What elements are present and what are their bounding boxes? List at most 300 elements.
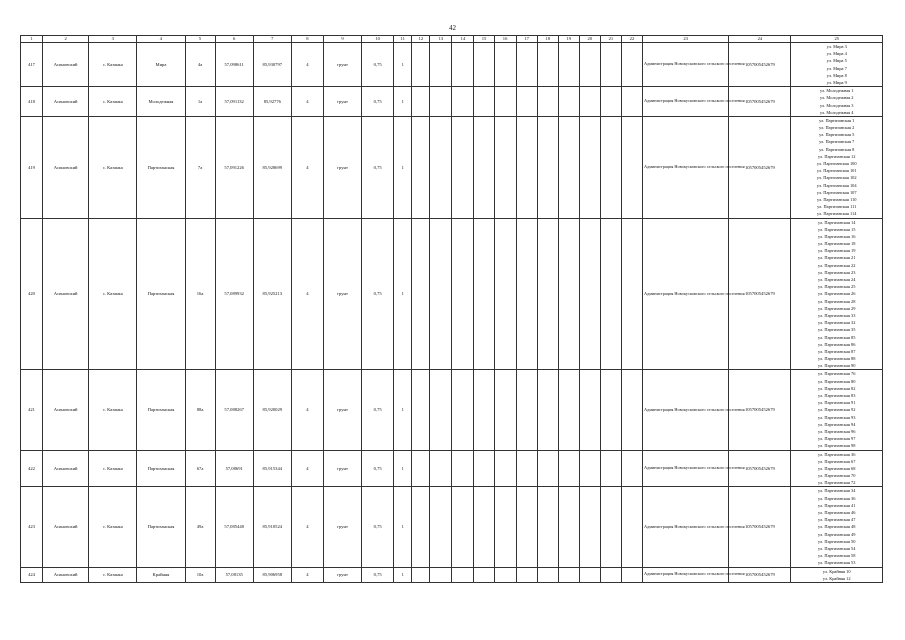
empty-cell [516, 370, 537, 450]
column-header: 24 [729, 36, 791, 43]
ogrn-cell: 1057005452679 [729, 87, 791, 117]
column-8-cell: 4 [291, 218, 323, 370]
organization-cell: Администрация Новокусковского сельского поселения [642, 218, 728, 370]
settlement-cell: с. Казанка [89, 487, 137, 567]
empty-cell [537, 450, 558, 487]
column-header: 21 [600, 36, 621, 43]
settlement-cell: с. Казанка [89, 218, 137, 370]
empty-cell [494, 218, 516, 370]
empty-cell [474, 487, 494, 567]
address-line: ул. Партизанская 15 [818, 226, 856, 232]
house-cell: 16а [185, 218, 215, 370]
address-line: ул. Партизанская 19 [818, 248, 856, 254]
address-line: ул. Партизанская 80 [818, 378, 856, 384]
column-header: 10 [362, 36, 394, 43]
area-cell: 0,75 [362, 567, 394, 582]
empty-cell [474, 567, 494, 582]
latitude-cell: 57,091226 [215, 116, 253, 218]
empty-cell [494, 43, 516, 87]
table-row [21, 487, 883, 567]
empty-cell [621, 487, 642, 567]
address-line: ул. Партизанская 97 [818, 436, 856, 442]
empty-cell [558, 87, 579, 117]
served-addresses-cell [791, 218, 883, 370]
column-number-row [21, 36, 883, 43]
empty-cell [452, 116, 474, 218]
address-line: ул. Партизанская 90 [818, 363, 856, 369]
empty-cell [516, 487, 537, 567]
empty-cell [600, 43, 621, 87]
address-line: ул. Мира 9 [826, 79, 847, 85]
column-8-cell: 4 [291, 567, 323, 582]
empty-cell [579, 370, 600, 450]
street-cell: Крайняя [137, 567, 185, 582]
district-cell: Асиновский [43, 450, 89, 487]
empty-cell [516, 87, 537, 117]
empty-cell [537, 43, 558, 87]
empty-cell [558, 116, 579, 218]
address-line: ул. Партизанская 87 [818, 348, 856, 354]
address-line: ул. Партизанская 33 [818, 312, 856, 318]
empty-cell [494, 87, 516, 117]
house-cell: 4а [185, 43, 215, 87]
empty-cell [621, 218, 642, 370]
street-cell: Партизанская [137, 116, 185, 218]
column-header: 3 [89, 36, 137, 43]
address-line: ул. Партизанская 25 [818, 284, 856, 290]
address-line: ул. Партизанская 76 [818, 371, 856, 377]
empty-cell [600, 218, 621, 370]
column-header: 19 [558, 36, 579, 43]
ogrn-cell: 1057005452679 [729, 218, 791, 370]
empty-cell [600, 450, 621, 487]
address-line: ул. Партизанская 29 [818, 305, 856, 311]
address-line: ул. Партизанская 94 [818, 421, 856, 427]
empty-cell [430, 567, 452, 582]
address-line: ул. Партизанская 100 [816, 161, 857, 166]
surface-cell: грунт [323, 87, 361, 117]
address-line: ул. Партизанская 50 [818, 538, 856, 544]
row-number: 423 [21, 487, 43, 567]
ogrn-cell: 1057005452679 [729, 450, 791, 487]
table-row [21, 116, 883, 218]
column-header: 5 [185, 36, 215, 43]
address-line: ул. Партизанская 5 [819, 132, 855, 138]
registry-table [20, 35, 883, 583]
street-cell: Партизанская [137, 487, 185, 567]
address-line: ул. Партизанская 48 [818, 524, 856, 530]
address-line: ул. Мира 4 [826, 51, 847, 57]
column-header: 17 [516, 36, 537, 43]
surface-cell: грунт [323, 43, 361, 87]
empty-cell [579, 487, 600, 567]
surface-cell: грунт [323, 487, 361, 567]
longitude-cell: 85,930797 [253, 43, 291, 87]
row-number: 424 [21, 567, 43, 582]
table-row [21, 450, 883, 487]
address-line: ул. Партизанская 34 [818, 488, 856, 494]
empty-cell [600, 487, 621, 567]
latitude-cell: 57,08135 [215, 567, 253, 582]
settlement-cell: с. Казанка [89, 116, 137, 218]
empty-cell [516, 43, 537, 87]
empty-cell [412, 487, 430, 567]
column-header: 6 [215, 36, 253, 43]
empty-cell [579, 116, 600, 218]
empty-cell [558, 450, 579, 487]
address-line: ул. Партизанская 85 [818, 334, 856, 340]
container-count-cell: 1 [394, 43, 412, 87]
empty-cell [516, 567, 537, 582]
empty-cell [452, 487, 474, 567]
address-line: ул. Партизанская 22 [818, 262, 856, 268]
address-line: ул. Партизанская 23 [818, 269, 856, 275]
empty-cell [452, 87, 474, 117]
address-line: ул. Партизанская 107 [816, 189, 857, 195]
empty-cell [537, 116, 558, 218]
row-number: 422 [21, 450, 43, 487]
column-header: 15 [474, 36, 494, 43]
row-number: 418 [21, 87, 43, 117]
house-cell: 1а [185, 87, 215, 117]
table-row [21, 218, 883, 370]
settlement-cell: с. Казанка [89, 87, 137, 117]
empty-cell [537, 218, 558, 370]
address-line: ул. Партизанская 35 [818, 327, 856, 333]
empty-cell [558, 43, 579, 87]
settlement-cell: с. Казанка [89, 370, 137, 450]
served-addresses-cell [791, 116, 883, 218]
address-line: ул. Партизанская 36 [818, 451, 856, 457]
column-header: 16 [494, 36, 516, 43]
street-cell: Мира [137, 43, 185, 87]
column-8-cell: 4 [291, 116, 323, 218]
empty-cell [412, 43, 430, 87]
surface-cell: грунт [323, 450, 361, 487]
empty-cell [430, 450, 452, 487]
area-cell: 0,75 [362, 87, 394, 117]
empty-cell [558, 370, 579, 450]
address-line: ул. Партизанская 98 [818, 443, 856, 449]
address-line: ул. Партизанская 32 [818, 320, 856, 326]
empty-cell [537, 567, 558, 582]
address-line: ул. Крайняя 10 [822, 568, 851, 574]
container-count-cell: 1 [394, 487, 412, 567]
empty-cell [558, 218, 579, 370]
empty-cell [452, 218, 474, 370]
address-line: ул. Партизанская 24 [818, 277, 856, 282]
address-line: ул. Партизанская 54 [818, 545, 856, 551]
empty-cell [452, 450, 474, 487]
served-addresses-cell [791, 87, 883, 117]
empty-cell [412, 567, 430, 582]
empty-cell [537, 87, 558, 117]
surface-cell: грунт [323, 116, 361, 218]
area-cell: 0,75 [362, 450, 394, 487]
empty-cell [430, 43, 452, 87]
column-header: 23 [642, 36, 728, 43]
empty-cell [621, 450, 642, 487]
address-line: ул. Партизанская 21 [818, 255, 856, 261]
empty-cell [579, 43, 600, 87]
address-line: ул. Партизанская 1 [819, 117, 855, 123]
address-line: ул. Молодежная 2 [820, 95, 854, 101]
served-addresses-cell [791, 567, 883, 582]
address-line: ул. Партизанская 93 [818, 414, 856, 420]
longitude-cell: 85,906958 [253, 567, 291, 582]
district-cell: Асиновский [43, 567, 89, 582]
district-cell: Асиновский [43, 116, 89, 218]
empty-cell [412, 116, 430, 218]
address-line: ул. Мира 7 [826, 65, 847, 71]
served-addresses-cell [791, 370, 883, 450]
empty-cell [452, 370, 474, 450]
longitude-cell: 85,928699 [253, 116, 291, 218]
column-header: 2 [43, 36, 89, 43]
page-number: 42 [449, 24, 456, 32]
address-line: ул. Крайняя 12 [822, 575, 851, 581]
settlement-cell: с. Казанка [89, 567, 137, 582]
longitude-cell: 85,920029 [253, 370, 291, 450]
empty-cell [579, 218, 600, 370]
address-line: ул. Мира 5 [826, 58, 847, 64]
empty-cell [537, 370, 558, 450]
address-line: ул. Партизанская 114 [817, 211, 857, 217]
address-line: ул. Партизанская 2 [819, 125, 855, 131]
empty-cell [516, 116, 537, 218]
organization-cell: Администрация Новокусковского сельского поселения [642, 87, 728, 117]
address-line: ул. Партизанская 88 [818, 356, 856, 362]
address-line: ул. Мира 3 [826, 44, 847, 49]
address-line: ул. Партизанская 83 [818, 393, 856, 398]
empty-cell [474, 116, 494, 218]
street-cell: Партизанская [137, 450, 185, 487]
surface-cell: грунт [323, 567, 361, 582]
empty-cell [430, 87, 452, 117]
organization-cell: Администрация Новокусковского сельского поселения [642, 450, 728, 487]
organization-cell: Администрация Новокусковского сельского поселения [642, 43, 728, 87]
column-8-cell: 4 [291, 487, 323, 567]
row-number: 420 [21, 218, 43, 370]
street-cell: Партизанская [137, 218, 185, 370]
address-line: ул. Партизанская 46 [818, 510, 856, 515]
address-line: ул. Партизанская 111 [817, 204, 857, 210]
empty-cell [494, 567, 516, 582]
house-cell: 10а [185, 567, 215, 582]
address-line: ул. Партизанская 26 [818, 291, 856, 297]
empty-cell [537, 487, 558, 567]
address-line: ул. Партизанская 68 [818, 465, 856, 471]
empty-cell [516, 450, 537, 487]
empty-cell [621, 87, 642, 117]
organization-cell: Администрация Новокусковского сельского поселения [642, 370, 728, 450]
area-cell: 0,75 [362, 487, 394, 567]
house-cell: 88а [185, 370, 215, 450]
column-header: 22 [621, 36, 642, 43]
column-header: 8 [291, 36, 323, 43]
empty-cell [430, 218, 452, 370]
longitude-cell: 85,915344 [253, 450, 291, 487]
empty-cell [494, 116, 516, 218]
settlement-cell: с. Казанка [89, 450, 137, 487]
address-line: ул. Партизанская 72 [818, 480, 856, 486]
address-line: ул. Молодежная 1 [820, 88, 854, 94]
settlement-cell: с. Казанка [89, 43, 137, 87]
address-line: ул. Партизанская 86 [818, 341, 856, 347]
container-count-cell: 1 [394, 567, 412, 582]
empty-cell [430, 487, 452, 567]
empty-cell [474, 87, 494, 117]
latitude-cell: 57,089932 [215, 218, 253, 370]
latitude-cell: 57,08691 [215, 450, 253, 487]
address-line: ул. Мира 8 [826, 72, 847, 78]
organization-cell: Администрация Новокусковского сельского поселения [642, 487, 728, 567]
area-cell: 0,75 [362, 43, 394, 87]
longitude-cell: 85,92776 [253, 87, 291, 117]
address-line: ул. Партизанская 16 [818, 233, 856, 239]
address-line: ул. Партизанская 18 [818, 241, 856, 247]
empty-cell [474, 43, 494, 87]
address-line: ул. Партизанская 28 [818, 298, 856, 304]
column-8-cell: 4 [291, 87, 323, 117]
empty-cell [558, 567, 579, 582]
empty-cell [579, 87, 600, 117]
ogrn-cell: 1057005452679 [729, 116, 791, 218]
column-8-cell: 4 [291, 43, 323, 87]
area-cell: 0,75 [362, 116, 394, 218]
empty-cell [430, 116, 452, 218]
district-cell: Асиновский [43, 43, 89, 87]
district-cell: Асиновский [43, 87, 89, 117]
ogrn-cell: 1057005452679 [729, 567, 791, 582]
address-line: ул. Партизанская 67 [818, 458, 856, 464]
district-cell: Асиновский [43, 487, 89, 567]
table-row [21, 567, 883, 582]
column-8-cell: 4 [291, 370, 323, 450]
column-header: 9 [323, 36, 361, 43]
empty-cell [579, 567, 600, 582]
ogrn-cell: 1057005452679 [729, 43, 791, 87]
column-header: 18 [537, 36, 558, 43]
address-line: ул. Партизанская 96 [818, 428, 856, 434]
address-line: ул. Партизанская 41 [818, 502, 856, 508]
empty-cell [558, 487, 579, 567]
latitude-cell: 57,098611 [215, 43, 253, 87]
address-line: ул. Партизанская 49 [818, 531, 856, 537]
address-line: ул. Партизанская 91 [818, 400, 856, 406]
house-cell: 7а [185, 116, 215, 218]
empty-cell [452, 43, 474, 87]
empty-cell [494, 450, 516, 487]
address-line: ул. Партизанская 14 [818, 219, 856, 225]
empty-cell [621, 116, 642, 218]
empty-cell [494, 487, 516, 567]
served-addresses-cell [791, 487, 883, 567]
house-cell: 67а [185, 450, 215, 487]
address-line: ул. Партизанская 58 [818, 553, 856, 559]
empty-cell [430, 370, 452, 450]
longitude-cell: 85,925213 [253, 218, 291, 370]
served-addresses-cell [791, 43, 883, 87]
empty-cell [621, 370, 642, 450]
empty-cell [474, 370, 494, 450]
ogrn-cell: 1057005452679 [729, 487, 791, 567]
container-count-cell: 1 [394, 87, 412, 117]
latitude-cell: 57,085448 [215, 487, 253, 567]
address-line: ул. Партизанская 82 [818, 385, 856, 391]
address-line: ул. Партизанская 47 [818, 517, 856, 523]
container-count-cell: 1 [394, 370, 412, 450]
column-header: 25 [791, 36, 883, 43]
area-cell: 0,75 [362, 218, 394, 370]
address-line: ул. Партизанская 101 [816, 168, 857, 174]
street-cell: Партизанская [137, 370, 185, 450]
column-8-cell: 4 [291, 450, 323, 487]
address-line: ул. Партизанская 12 [818, 153, 856, 159]
column-header: 7 [253, 36, 291, 43]
address-line: ул. Партизанская 104 [816, 182, 857, 188]
column-header: 14 [452, 36, 474, 43]
empty-cell [412, 218, 430, 370]
district-cell: Асиновский [43, 218, 89, 370]
street-cell: Молодежная [137, 87, 185, 117]
address-line: ул. Партизанская 36 [818, 495, 856, 501]
empty-cell [600, 370, 621, 450]
organization-cell: Администрация Новокусковского сельского поселения [642, 116, 728, 218]
column-header: 20 [579, 36, 600, 43]
container-count-cell: 1 [394, 450, 412, 487]
empty-cell [600, 87, 621, 117]
house-cell: 49а [185, 487, 215, 567]
address-line: ул. Молодежная 3 [820, 102, 854, 108]
ogrn-cell: 1057005452679 [729, 370, 791, 450]
column-header: 11 [394, 36, 412, 43]
address-line: ул. Партизанская 53 [818, 560, 856, 566]
surface-cell: грунт [323, 218, 361, 370]
area-cell: 0,75 [362, 370, 394, 450]
column-header: 13 [430, 36, 452, 43]
empty-cell [412, 87, 430, 117]
column-header: 12 [412, 36, 430, 43]
table-row [21, 87, 883, 117]
address-line: ул. Партизанская 102 [816, 175, 857, 181]
address-line: ул. Партизанская 7 [819, 139, 855, 145]
empty-cell [474, 450, 494, 487]
address-line: ул. Партизанская 92 [818, 407, 856, 413]
empty-cell [600, 567, 621, 582]
table-row [21, 370, 883, 450]
district-cell: Асиновский [43, 370, 89, 450]
address-line: ул. Партизанская 8 [819, 146, 855, 152]
column-header: 1 [21, 36, 43, 43]
address-line: ул. Партизанская 70 [818, 473, 856, 479]
table-body [21, 43, 883, 583]
longitude-cell: 85,910524 [253, 487, 291, 567]
empty-cell [494, 370, 516, 450]
empty-cell [579, 450, 600, 487]
address-line: ул. Молодежная 4 [820, 109, 854, 115]
empty-cell [600, 116, 621, 218]
container-count-cell: 1 [394, 218, 412, 370]
empty-cell [412, 370, 430, 450]
empty-cell [621, 43, 642, 87]
row-number: 419 [21, 116, 43, 218]
column-header: 4 [137, 36, 185, 43]
empty-cell [516, 218, 537, 370]
surface-cell: грунт [323, 370, 361, 450]
empty-cell [621, 567, 642, 582]
empty-cell [412, 450, 430, 487]
